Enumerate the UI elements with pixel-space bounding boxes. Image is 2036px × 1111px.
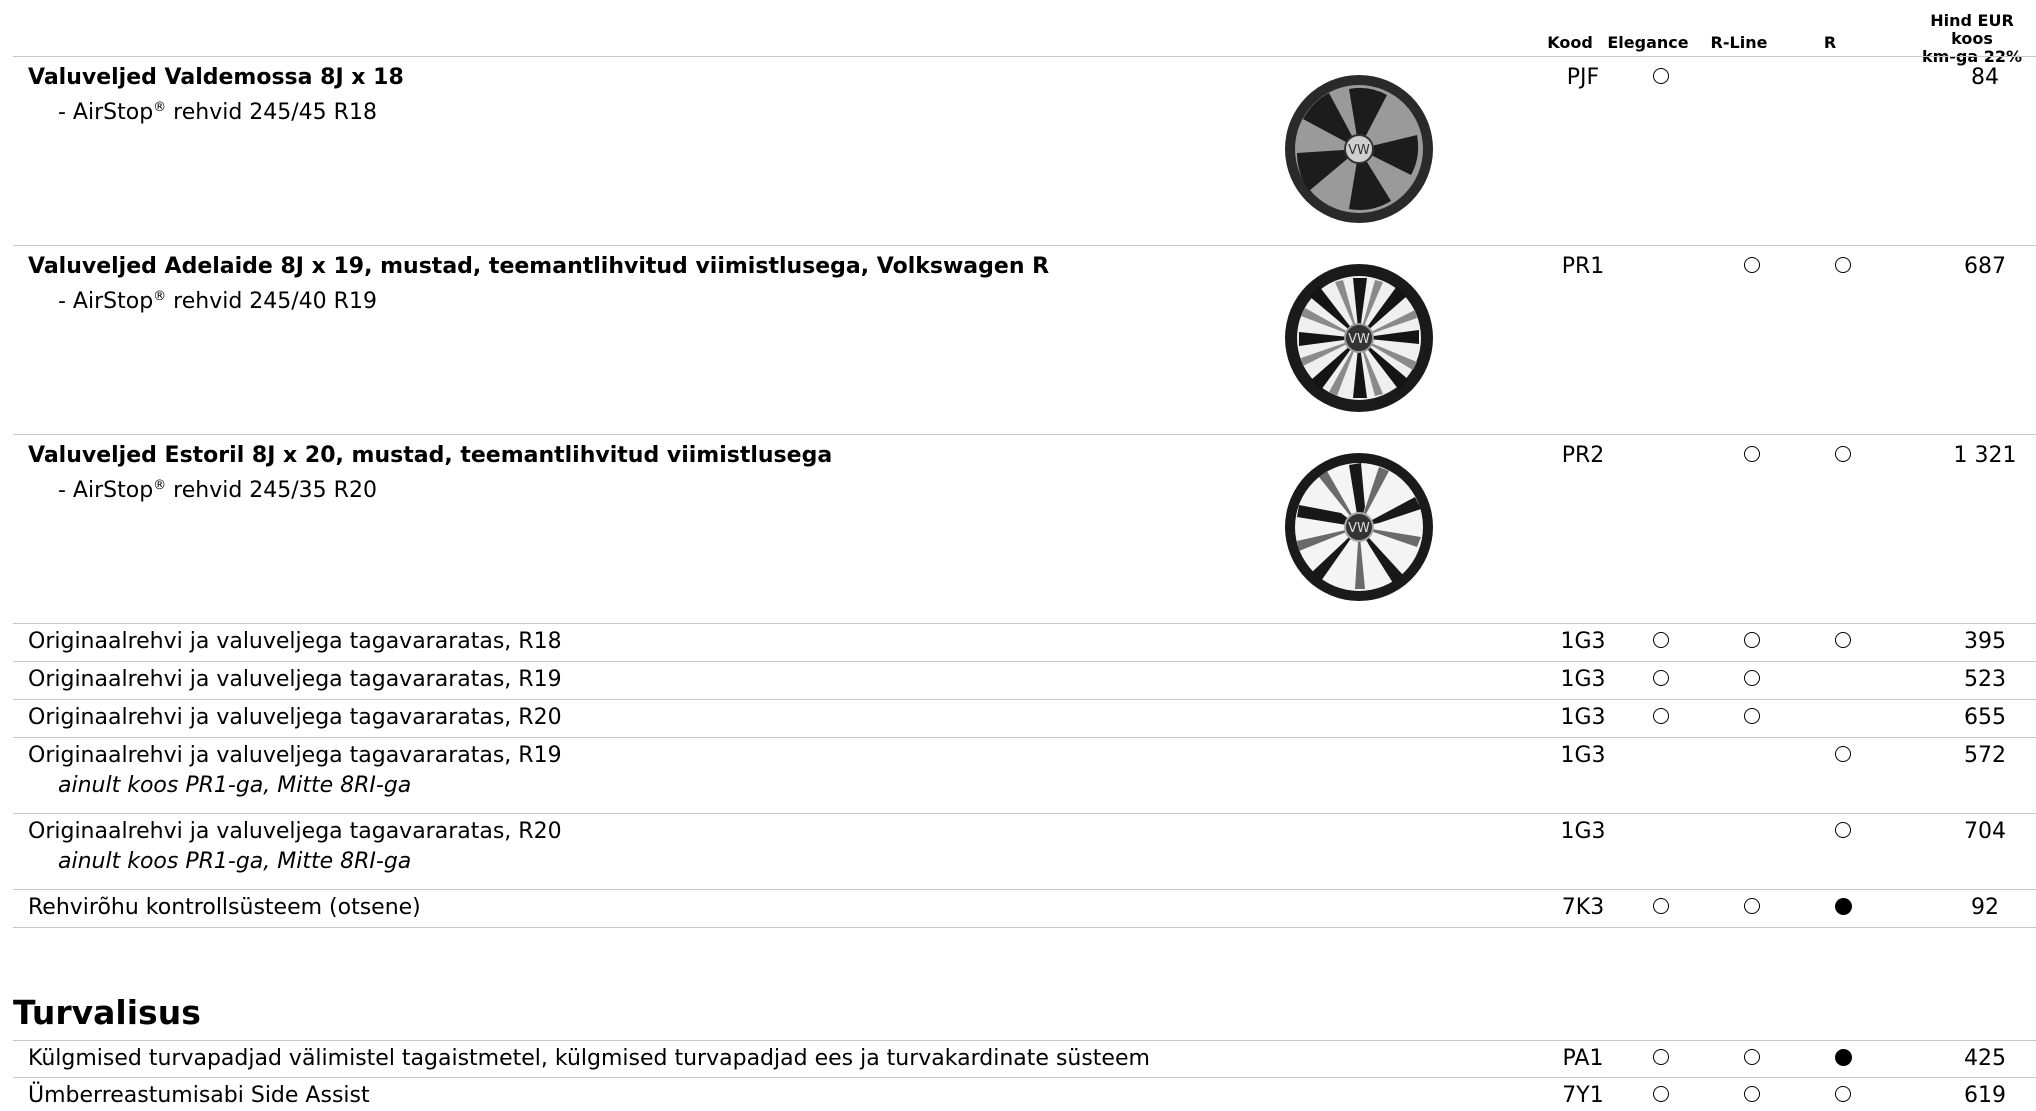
header-kood: Kood — [1547, 33, 1593, 52]
rline-mark — [1707, 893, 1797, 923]
rline-mark — [1707, 703, 1797, 733]
table-row — [13, 890, 2036, 928]
row-description — [28, 817, 562, 877]
row-title: Originaalrehvi ja valuveljega tagavararatas, R19 — [28, 667, 562, 692]
elegance-mark — [1616, 665, 1706, 695]
row-price: 84 — [1971, 65, 1999, 90]
row-title: Originaalrehvi ja valuveljega tagavararatas, R18 — [28, 629, 562, 654]
optional-circle-icon — [1835, 1086, 1851, 1102]
header-price-line1: Hind EUR koos — [1930, 11, 2014, 48]
row-note: ainult koos PR1-ga, Mitte 8RI-ga — [58, 773, 412, 798]
row-subtitle — [28, 93, 404, 128]
elegance-mark — [1616, 627, 1706, 657]
sub-pre: - AirStop — [58, 478, 154, 503]
row-price: 523 — [1964, 667, 2006, 692]
elegance-mark — [1616, 1044, 1706, 1074]
header-elegance: Elegance — [1607, 33, 1689, 52]
rline-mark — [1707, 1044, 1797, 1074]
standard-dot-icon — [1835, 898, 1852, 915]
row-code: PR1 — [1561, 254, 1605, 279]
row-description — [28, 665, 562, 695]
optional-circle-icon — [1653, 898, 1669, 914]
optional-circle-icon — [1744, 1086, 1760, 1102]
row-code: 1G3 — [1560, 819, 1606, 844]
table-row — [13, 738, 2036, 814]
table-row — [13, 700, 2036, 738]
elegance-mark — [1616, 63, 1706, 93]
row-price: 572 — [1964, 743, 2006, 768]
table-row — [13, 1040, 2036, 1078]
sub-post: rehvid 245/40 R19 — [166, 289, 377, 314]
rline-mark — [1707, 1081, 1797, 1111]
row-title: Valuveljed Estoril 8J x 20, mustad, teemantlihvitud viimistlusega — [28, 443, 833, 468]
optional-circle-icon — [1744, 632, 1760, 648]
row-price: 704 — [1964, 819, 2006, 844]
optional-circle-icon — [1653, 68, 1669, 84]
row-description — [28, 703, 562, 733]
wheel-adelaide-icon — [1279, 258, 1439, 418]
elegance-mark — [1616, 703, 1706, 733]
registered-mark: ® — [153, 478, 167, 493]
row-title: Originaalrehvi ja valuveljega tagavararatas, R20 — [28, 819, 562, 844]
optional-circle-icon — [1744, 708, 1760, 724]
optional-circle-icon — [1653, 708, 1669, 724]
row-subtitle — [28, 282, 1049, 317]
registered-mark: ® — [153, 100, 167, 115]
sub-pre: - AirStop — [58, 289, 154, 314]
optional-circle-icon — [1744, 257, 1760, 273]
table-row — [13, 246, 2036, 435]
rline-mark — [1707, 441, 1797, 471]
registered-mark: ® — [153, 289, 167, 304]
optional-circle-icon — [1653, 632, 1669, 648]
r-mark — [1798, 1044, 1888, 1074]
r-mark — [1798, 817, 1888, 847]
row-code: PR2 — [1561, 443, 1605, 468]
r-mark — [1798, 1081, 1888, 1111]
rline-mark — [1707, 665, 1797, 695]
row-description — [28, 252, 1049, 317]
row-price: 655 — [1964, 705, 2006, 730]
row-title: Valuveljed Adelaide 8J x 19, mustad, teemantlihvitud viimistlusega, Volkswagen R — [28, 254, 1050, 279]
row-title: Valuveljed Valdemossa 8J x 18 — [28, 65, 404, 90]
sub-pre: - AirStop — [58, 100, 154, 125]
rline-mark — [1707, 252, 1797, 282]
header-r: R — [1823, 33, 1837, 52]
row-title: Külgmised turvapadjad välimistel tagaistmetel, külgmised turvapadjad ees ja turvakardinate süsteem — [28, 1046, 1150, 1071]
row-price: 687 — [1964, 254, 2006, 279]
optional-circle-icon — [1744, 670, 1760, 686]
row-note: ainult koos PR1-ga, Mitte 8RI-ga — [58, 849, 412, 874]
table-row — [13, 435, 2036, 624]
optional-circle-icon — [1835, 257, 1851, 273]
row-price: 1 321 — [1953, 443, 2017, 468]
row-code: 7K3 — [1561, 895, 1605, 920]
elegance-mark — [1616, 1081, 1706, 1111]
elegance-mark — [1616, 893, 1706, 923]
row-code: 7Y1 — [1562, 1083, 1604, 1108]
header-price-line2: km-ga 22% — [1921, 47, 2023, 66]
row-price: 619 — [1964, 1083, 2006, 1108]
optional-circle-icon — [1835, 446, 1851, 462]
row-code: PJF — [1566, 65, 1600, 90]
r-mark — [1798, 893, 1888, 923]
optional-circle-icon — [1744, 898, 1760, 914]
table-row — [13, 1078, 2036, 1109]
row-code: PA1 — [1562, 1046, 1604, 1071]
table-row — [13, 814, 2036, 890]
wheel-valdemossa-icon — [1279, 69, 1439, 229]
row-description — [28, 893, 421, 923]
row-title: Ümberreastumisabi Side Assist — [28, 1083, 370, 1108]
row-title: Originaalrehvi ja valuveljega tagavararatas, R19 — [28, 743, 562, 768]
r-mark — [1798, 741, 1888, 771]
sub-post: rehvid 245/45 R18 — [166, 100, 377, 125]
row-price: 92 — [1971, 895, 1999, 920]
optional-circle-icon — [1653, 1086, 1669, 1102]
row-price: 425 — [1964, 1046, 2006, 1071]
section-title-turvalisus: Turvalisus — [13, 993, 201, 1032]
r-mark — [1798, 441, 1888, 471]
row-description — [28, 627, 562, 657]
optional-circle-icon — [1653, 670, 1669, 686]
optional-circle-icon — [1835, 632, 1851, 648]
table-row — [13, 624, 2036, 662]
wheel-estoril-icon — [1279, 447, 1439, 607]
svg-text:VW: VW — [1348, 143, 1370, 158]
optional-circle-icon — [1653, 1049, 1669, 1065]
r-mark — [1798, 627, 1888, 657]
row-description — [28, 63, 404, 128]
optional-circle-icon — [1744, 1049, 1760, 1065]
row-description — [28, 741, 562, 801]
table-row — [13, 662, 2036, 700]
row-description — [28, 1081, 370, 1111]
optional-circle-icon — [1744, 446, 1760, 462]
optional-circle-icon — [1835, 822, 1851, 838]
svg-text:VW: VW — [1348, 332, 1370, 347]
row-description — [28, 1044, 1150, 1074]
svg-text:VW: VW — [1348, 521, 1370, 536]
row-title: Rehvirõhu kontrollsüsteem (otsene) — [28, 895, 421, 920]
sub-post: rehvid 245/35 R20 — [166, 478, 377, 503]
row-description — [28, 441, 832, 506]
row-code: 1G3 — [1560, 667, 1606, 692]
r-mark — [1798, 252, 1888, 282]
row-price: 395 — [1964, 629, 2006, 654]
optional-circle-icon — [1835, 746, 1851, 762]
row-subtitle — [28, 471, 832, 506]
row-code: 1G3 — [1560, 629, 1606, 654]
row-code: 1G3 — [1560, 743, 1606, 768]
header-rline: R-Line — [1710, 33, 1768, 52]
rline-mark — [1707, 627, 1797, 657]
row-code: 1G3 — [1560, 705, 1606, 730]
standard-dot-icon — [1835, 1049, 1852, 1066]
table-row — [13, 56, 2036, 246]
row-title: Originaalrehvi ja valuveljega tagavararatas, R20 — [28, 705, 562, 730]
